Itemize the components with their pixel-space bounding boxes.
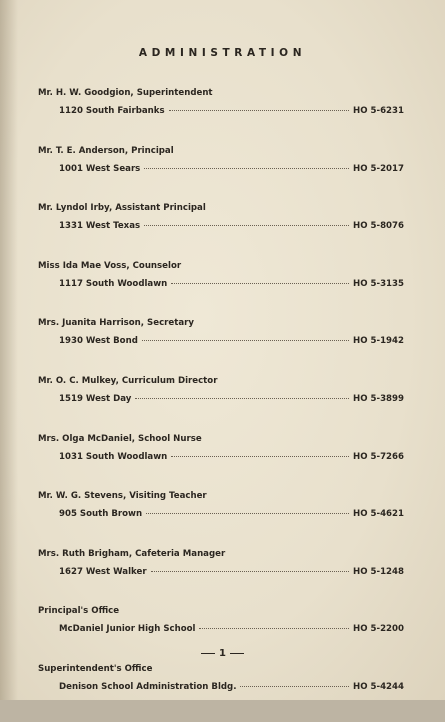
entry-line (59, 106, 404, 116)
binding-shadow (0, 0, 18, 700)
entry-phone: HO 5-2017 (353, 163, 404, 174)
entry-address: Denison School Administration Bldg. (59, 681, 237, 692)
dot-leader (135, 397, 349, 399)
entry-line (59, 394, 404, 404)
dot-leader (171, 282, 349, 284)
entry-address: 1627 West Walker (59, 566, 147, 577)
entry-phone: HO 5-6231 (353, 106, 404, 116)
entry-name: Mrs. Juanita Harrison, Secretary (38, 318, 194, 329)
page-heading: ADMINISTRATION (138, 47, 307, 59)
entry-name: Mr. Lyndol Irby, Assistant Principal (38, 203, 206, 214)
entry-line (59, 164, 404, 174)
entry-name: Mr. H. W. Goodgion, Superintendent (38, 88, 213, 98)
entry-address: 1117 South Woodlawn (59, 278, 168, 289)
directory-entry (38, 434, 404, 492)
dot-leader (146, 512, 349, 514)
dot-leader (240, 685, 349, 687)
directory-entry (38, 203, 404, 261)
entry-line (59, 221, 404, 231)
entry-phone: HO 5-1942 (353, 336, 404, 347)
entry-name: Principal's Office (38, 606, 120, 617)
dot-leader (169, 109, 349, 111)
entry-name: Mrs. Olga McDaniel, School Nurse (38, 433, 202, 444)
dot-leader (151, 570, 349, 572)
entry-address: McDaniel Junior High School (59, 624, 196, 635)
entry-name: Miss Ida Mae Voss, Counselor (38, 260, 182, 271)
entry-name: Mr. O. C. Mulkey, Curriculum Director (38, 375, 218, 386)
directory-entry (38, 146, 404, 204)
entry-phone: HO 5-7266 (353, 451, 404, 462)
right-dash (230, 653, 244, 654)
entry-phone: HO 5-1248 (353, 566, 404, 577)
directory-entry (38, 549, 404, 607)
entry-name: Mr. W. G. Stevens, Visiting Teacher (38, 491, 207, 502)
directory-entry (38, 261, 404, 319)
entry-line (59, 452, 404, 462)
entry-phone: HO 5-3135 (353, 278, 404, 289)
entry-address: 1001 West Sears (59, 163, 141, 174)
entry-phone: HO 5-4244 (353, 681, 404, 692)
directory-entry (38, 664, 404, 722)
entry-line (59, 509, 404, 519)
entry-address: 1930 West Bond (59, 336, 138, 347)
entry-phone: HO 5-4621 (353, 509, 404, 520)
entry-address: 1031 South Woodlawn (59, 451, 168, 462)
directory-entry (38, 318, 404, 376)
dot-leader (144, 224, 349, 226)
page-number-text: 1 (219, 648, 226, 659)
entry-phone: HO 5-3899 (353, 393, 404, 404)
left-dash (201, 653, 215, 654)
entry-line (59, 336, 404, 346)
entry-address: 1331 West Texas (59, 221, 141, 232)
entry-address: 905 South Brown (59, 509, 143, 520)
directory-entry (38, 376, 404, 434)
entry-name: Mrs. Ruth Brigham, Cafeteria Manager (38, 548, 226, 559)
entry-address: 1519 West Day (59, 393, 132, 404)
dot-leader (171, 455, 349, 457)
staff-directory (38, 88, 404, 722)
entry-line (59, 567, 404, 577)
entry-name: Mr. T. E. Anderson, Principal (38, 145, 174, 156)
directory-entry (38, 491, 404, 549)
dot-leader (142, 339, 349, 341)
dot-leader (199, 627, 349, 629)
entry-name: Superintendent's Office (38, 663, 153, 674)
directory-entry (38, 88, 404, 146)
entry-phone: HO 5-8076 (353, 221, 404, 232)
entry-line (59, 279, 404, 289)
entry-address: 1120 South Fairbanks (59, 106, 165, 116)
page-number (0, 648, 445, 659)
entry-line (59, 682, 404, 692)
dot-leader (144, 167, 349, 169)
entry-line (59, 624, 404, 634)
entry-phone: HO 5-2200 (353, 624, 404, 635)
